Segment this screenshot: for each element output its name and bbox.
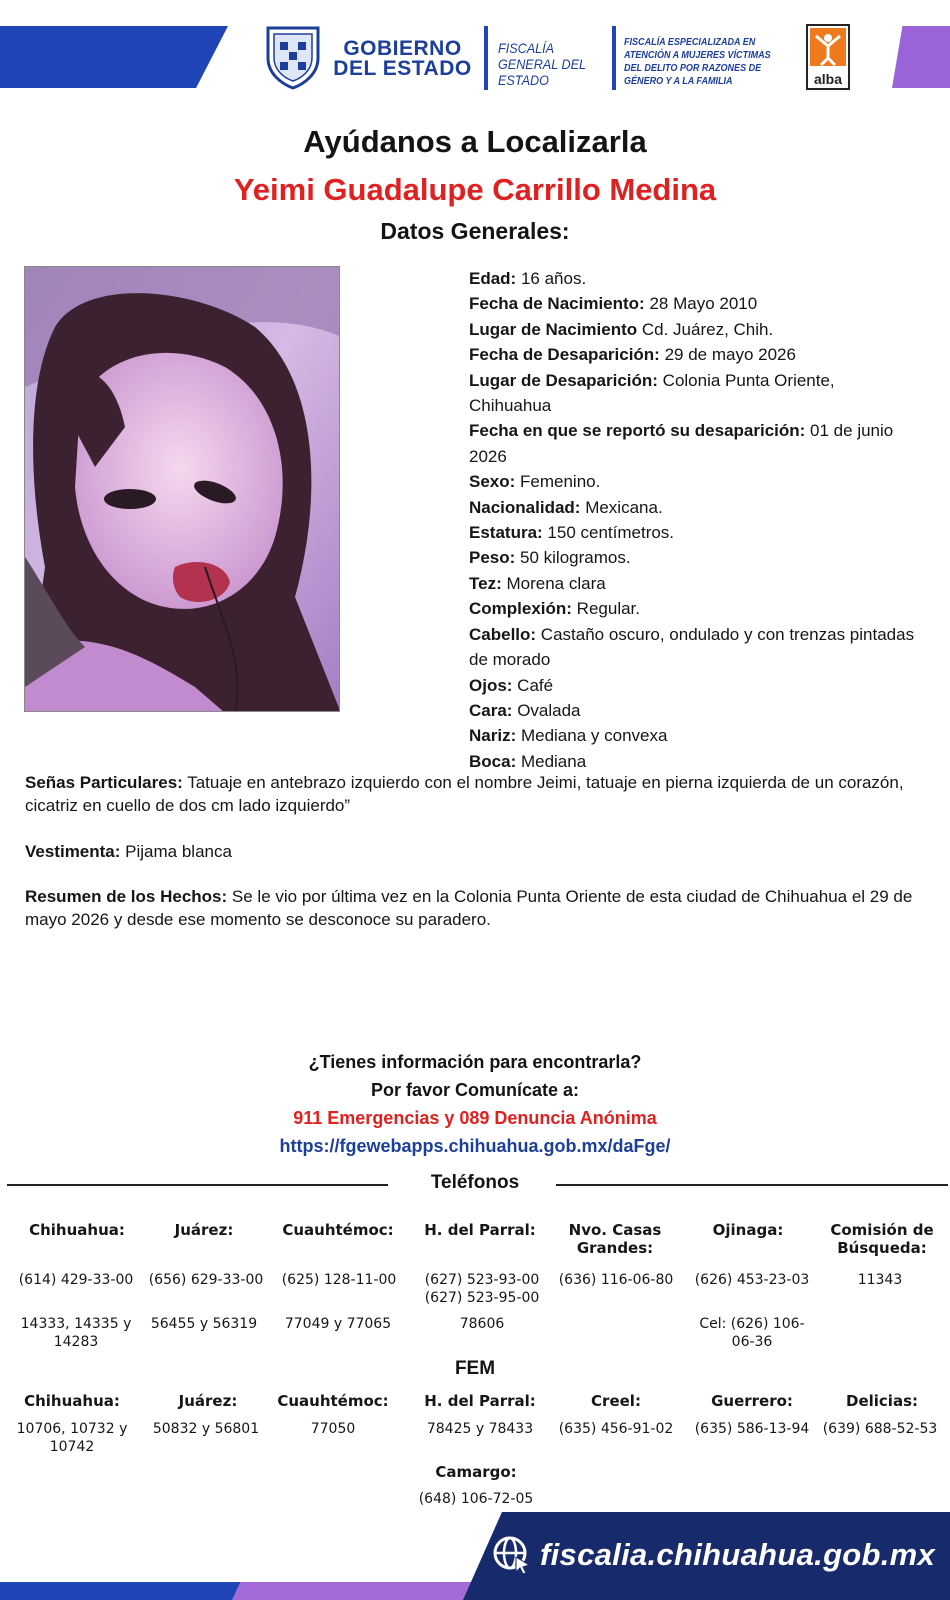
detail-lugar-nacimiento xyxy=(469,317,919,342)
tel-value-juarez: (656) 629-33-00 xyxy=(148,1272,264,1288)
detail-value: Castaño oscuro, ondulado y con trenzas pintadas de morado xyxy=(469,624,915,670)
detail-fecha-nacimiento xyxy=(469,291,919,316)
detail-sexo xyxy=(469,469,919,494)
fiscalia-especializada-text: FISCALÍA ESPECIALIZADA EN ATENCIÓN A MUJERES VÍCTIMAS DEL DELITO POR RAZONES DE GÉNERO Y A LA FAMILIA xyxy=(624,36,771,87)
detail-label: Fecha de Nacimiento: xyxy=(469,294,645,314)
detail-label: Ojos: xyxy=(469,675,513,695)
header-separator xyxy=(612,26,616,90)
detail-ojos xyxy=(469,673,919,698)
emergency-numbers: 911 Emergencias y 089 Denuncia Anónima xyxy=(293,1108,657,1128)
fem-value-guerrero: (635) 586-13-94 xyxy=(694,1421,810,1437)
tel-ext-juarez: 56455 y 56319 xyxy=(150,1316,258,1332)
detail-value: 01 de junio 2026 xyxy=(469,421,894,466)
fem-value-delicias: (639) 688-52-53 xyxy=(822,1421,938,1437)
fem-value-camargo: (648) 106-72-05 xyxy=(418,1491,534,1507)
tel-value-parral: (627) 523-93-00 (627) 523-95-00 xyxy=(424,1272,540,1306)
senas-label: Señas Particulares: xyxy=(25,773,183,792)
resumen-label: Resumen de los Hechos: xyxy=(25,887,228,906)
detail-peso xyxy=(469,545,919,570)
detail-cabello xyxy=(469,622,919,673)
detail-label: Nacionalidad: xyxy=(469,497,581,517)
fem-value-creel: (635) 456-91-02 xyxy=(558,1421,674,1437)
fem-header-cuauhtemoc: Cuauhtémoc: xyxy=(277,1392,389,1410)
general-data-heading: Datos Generales: xyxy=(380,218,570,244)
tel-header-chihuahua: Chihuahua: xyxy=(29,1221,125,1239)
globe-cursor-icon xyxy=(492,1535,532,1575)
detail-value: Mediana xyxy=(516,751,587,771)
tel-value-comision-busqueda: 11343 xyxy=(857,1272,903,1288)
vestimenta-value: Pijama blanca xyxy=(120,842,232,861)
detail-fecha-reporte xyxy=(469,418,919,469)
detail-value: Cd. Juárez, Chih. xyxy=(637,319,774,339)
alba-logo-text: alba xyxy=(813,71,842,87)
fem-header-guerrero: Guerrero: xyxy=(711,1392,793,1410)
senas-value: Tatuaje en antebrazo izquierdo con el nombre Jeimi, tatuaje en pierna izquierda de un corazón, cicatriz en cuello de dos cm lado izquierdo” xyxy=(25,773,904,815)
tel-header-cuauhtemoc: Cuauhtémoc: xyxy=(282,1221,394,1239)
detail-value: Morena clara xyxy=(501,573,606,593)
detail-value: Café xyxy=(512,675,554,695)
tel-value-cuauhtemoc: (625) 128-11-00 xyxy=(281,1272,397,1288)
tel-ext-parral: 78606 xyxy=(459,1316,505,1332)
tel-header-comision-busqueda: Comisión de Búsqueda: xyxy=(830,1221,934,1257)
detail-label: Sexo: xyxy=(469,472,516,492)
detail-label: Nariz: xyxy=(469,726,517,746)
detail-value: Mexicana. xyxy=(580,497,663,517)
detail-label: Edad: xyxy=(469,269,517,288)
tel-header-ojinaga: Ojinaga: xyxy=(712,1221,784,1239)
footer-stripe-blue xyxy=(0,1582,248,1600)
telefonos-heading: Teléfonos xyxy=(430,1172,520,1193)
contact-please: Por favor Comunícate a: xyxy=(370,1080,580,1100)
fem-value-chihuahua: 10706, 10732 y 10742 xyxy=(16,1421,128,1455)
detail-cara xyxy=(469,698,919,723)
detail-label: Fecha en que se reportó su desaparición: xyxy=(469,421,806,441)
detail-fecha-desaparicion xyxy=(469,342,919,367)
report-link[interactable]: https://fgewebapps.chihuahua.gob.mx/daFge/ xyxy=(279,1136,671,1156)
fem-value-cuauhtemoc: 77050 xyxy=(310,1421,356,1437)
detail-edad xyxy=(469,266,919,291)
detail-label: Estatura: xyxy=(469,523,543,543)
contact-question: ¿Tienes información para encontrarla? xyxy=(308,1052,642,1072)
detail-label: Cara: xyxy=(469,700,513,720)
detail-label: Complexión: xyxy=(469,599,572,619)
detail-label: Fecha de Desaparición: xyxy=(469,345,660,365)
alba-logo-figure-icon xyxy=(810,28,846,66)
gobierno-del-estado-logo-text: GOBIERNO DEL ESTADO xyxy=(333,37,472,80)
vestimenta-label: Vestimenta: xyxy=(25,842,121,861)
vestimenta xyxy=(25,840,930,863)
tel-cel-ojinaga: Cel: (626) 106-06-36 xyxy=(699,1316,805,1350)
detail-value: 29 de mayo 2026 xyxy=(659,345,796,365)
senas-particulares xyxy=(25,771,930,817)
fem-value-parral: 78425 y 78433 xyxy=(426,1421,534,1437)
tel-header-juarez: Juárez: xyxy=(174,1221,234,1239)
detail-nacionalidad xyxy=(469,495,919,520)
footer-website-link[interactable]: fiscalia.chihuahua.gob.mx xyxy=(540,1537,936,1572)
general-data-list xyxy=(469,266,919,774)
alba-logo xyxy=(806,24,850,90)
header-separator xyxy=(484,26,488,90)
detail-label: Tez: xyxy=(469,573,502,593)
fem-header-delicias: Delicias: xyxy=(846,1392,918,1410)
missing-person-name: Yeimi Guadalupe Carrillo Medina xyxy=(233,172,717,207)
detail-value: 150 centímetros. xyxy=(542,523,675,543)
fem-heading: FEM xyxy=(454,1358,496,1379)
tel-ext-chihuahua: 14333, 14335 y 14283 xyxy=(20,1316,132,1350)
header-stripe-right xyxy=(892,26,950,88)
detail-label: Cabello: xyxy=(469,624,537,644)
fiscalia-general-text: FISCALÍA GENERAL DEL ESTADO xyxy=(498,40,586,88)
fem-header-chihuahua: Chihuahua: xyxy=(24,1392,120,1410)
detail-value: 16 años. xyxy=(516,269,587,288)
detail-value: Regular. xyxy=(571,599,640,619)
fem-header-juarez: Juárez: xyxy=(178,1392,238,1410)
resumen-hechos xyxy=(25,885,930,931)
detail-value: Ovalada xyxy=(512,700,581,720)
tel-value-ojinaga: (626) 453-23-03 xyxy=(694,1272,810,1288)
detail-nariz xyxy=(469,723,919,748)
detail-estatura xyxy=(469,520,919,545)
detail-value: Mediana y convexa xyxy=(516,726,668,746)
detail-label: Peso: xyxy=(469,548,516,568)
detail-complexion xyxy=(469,596,919,621)
tel-header-parral: H. del Parral: xyxy=(424,1221,536,1239)
fem-header-creel: Creel: xyxy=(591,1392,641,1410)
fem-header-parral: H. del Parral: xyxy=(424,1392,536,1410)
tel-header-nvo-casas-grandes: Nvo. Casas Grandes: xyxy=(568,1221,662,1257)
detail-value: Colonia Punta Oriente, Chihuahua xyxy=(469,370,835,416)
fem-value-juarez: 50832 y 56801 xyxy=(152,1421,260,1437)
fem-header-camargo: Camargo: xyxy=(435,1463,517,1481)
page-heading: Ayúdanos a Localizarla xyxy=(303,124,647,159)
detail-tez xyxy=(469,571,919,596)
state-shield-logo xyxy=(264,24,322,90)
tel-ext-cuauhtemoc: 77049 y 77065 xyxy=(284,1316,392,1332)
detail-value: Femenino. xyxy=(515,472,601,492)
detail-value: 28 Mayo 2010 xyxy=(644,294,758,314)
missing-person-photo xyxy=(24,266,340,712)
detail-lugar-desaparicion xyxy=(469,368,919,419)
detail-label: Lugar de Desaparición: xyxy=(469,370,658,390)
detail-label: Boca: xyxy=(469,751,517,771)
tel-value-chihuahua: (614) 429-33-00 xyxy=(18,1272,134,1288)
detail-label: Lugar de Nacimiento xyxy=(469,319,638,339)
resumen-value: Se le vio por última vez en la Colonia Punta Oriente de esta ciudad de Chihuahua el 29 de mayo 2026 y desde ese momento se desconoce su paradero. xyxy=(25,887,913,929)
tel-value-nvo-casas-grandes: (636) 116-06-80 xyxy=(558,1272,674,1288)
detail-value: 50 kilogramos. xyxy=(515,548,631,568)
header-stripe-left xyxy=(0,26,228,88)
